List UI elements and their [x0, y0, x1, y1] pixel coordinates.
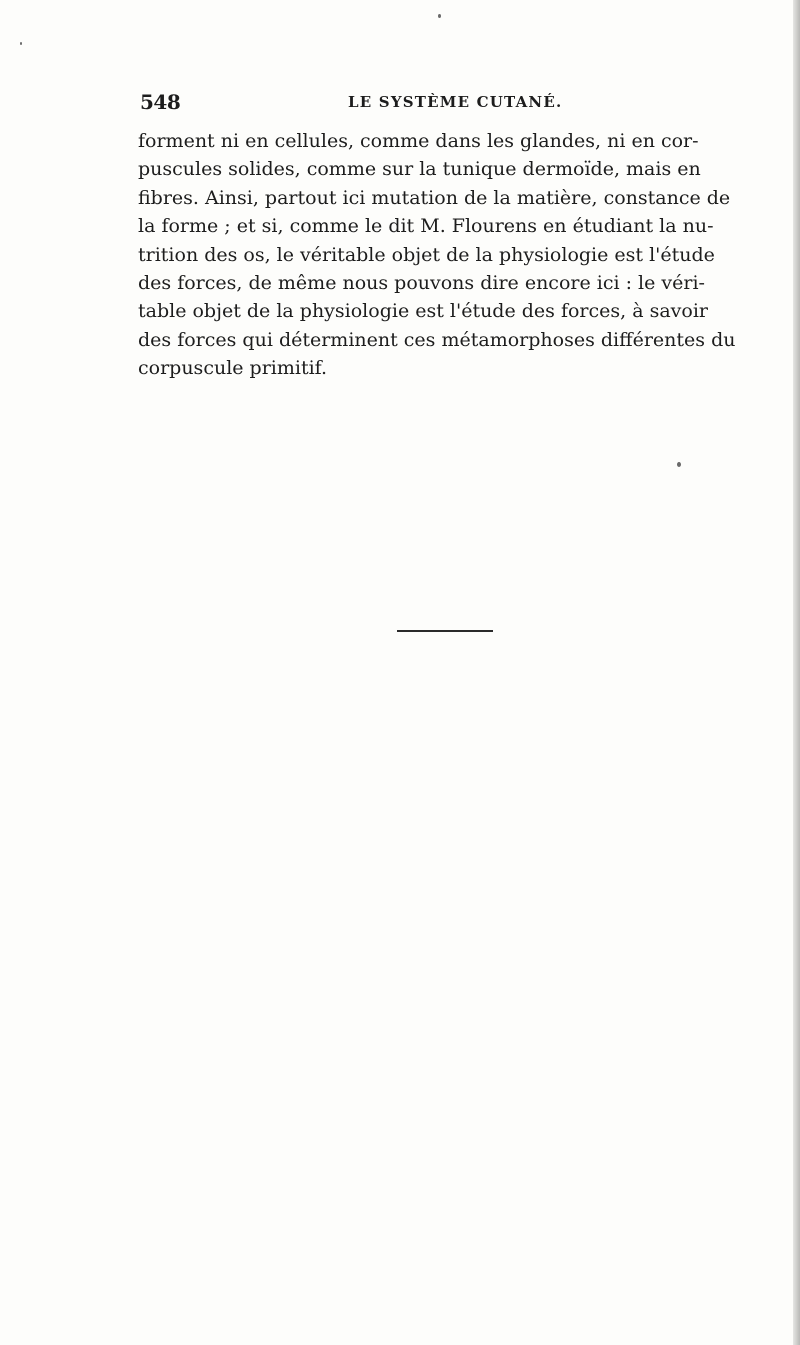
running-title: LE SYSTÈME CUTANÉ.: [348, 93, 563, 111]
text-line: des forces, de même nous pouvons dire encore ici : le véri-: [138, 271, 705, 294]
text-line: table objet de la physiologie est l'étude des forces, à savoir: [138, 300, 708, 323]
text-line: puscules solides, comme sur la tunique dermoïde, mais en: [138, 158, 701, 181]
text-line: trition des os, le véritable objet de la physiologie est l'étude: [138, 243, 715, 266]
text-line: la forme ; et si, comme le dit M. Flourens en étudiant la nu-: [138, 215, 714, 238]
text-line: forment ni en cellules, comme dans les glandes, ni en cor-: [138, 130, 699, 152]
text-line: fibres. Ainsi, partout ici mutation de la matière, constance de: [138, 186, 731, 209]
page-edge-shadow: [793, 0, 800, 1345]
ink-speck: [438, 14, 441, 18]
section-divider-rule: [397, 630, 493, 632]
ink-speck: [677, 462, 681, 467]
page-header: [140, 90, 662, 114]
page-number: 548: [140, 90, 181, 114]
text-line-last: corpuscule primitif.: [138, 357, 328, 380]
ink-speck: [20, 42, 22, 45]
body-paragraph: [138, 127, 736, 383]
text-line: des forces qui déterminent ces métamorphoses différentes du: [138, 328, 736, 351]
